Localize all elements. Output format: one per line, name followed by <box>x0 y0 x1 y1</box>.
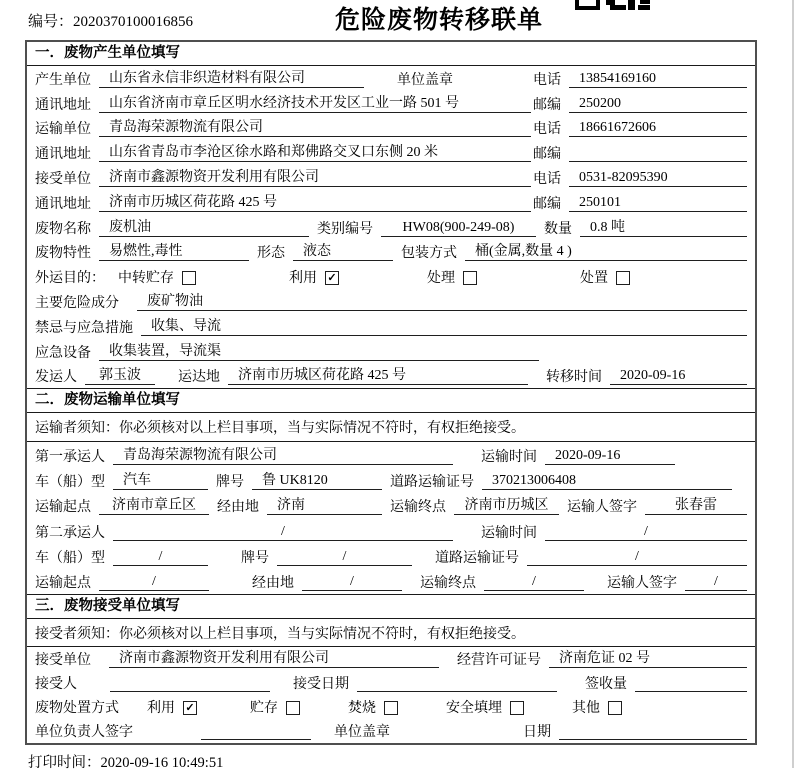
field-label: 外运目的： <box>35 271 105 287</box>
field-underline: 济南市历城区荷花路 425 号 <box>228 364 528 385</box>
form-row <box>27 66 755 91</box>
field-underline: 收集、导流 <box>141 315 747 336</box>
checkbox-unchecked <box>510 701 524 715</box>
field-label: 电话 <box>533 122 561 138</box>
field-label: 道路运输证号 <box>435 550 519 566</box>
field-underline: 济南 <box>267 494 382 515</box>
field-label: 第一承运人 <box>35 449 105 465</box>
field-underline: 济南危证 02 号 <box>549 647 747 668</box>
field-label: 电话 <box>533 171 561 187</box>
field-underline: 济南市鑫源物资开发利用有限公司 <box>99 166 531 187</box>
page-title: 危险废物转移联单 <box>335 7 544 34</box>
field-label: 运输人签字 <box>607 576 677 592</box>
field-underline <box>635 675 747 692</box>
field-underline: / <box>302 574 402 591</box>
field-underline: / <box>545 524 747 541</box>
form-row <box>27 215 755 240</box>
field-label: 类别编号 <box>317 221 373 237</box>
form-row <box>27 647 755 671</box>
field-underline: / <box>113 549 208 566</box>
field-underline: 250200 <box>569 96 747 113</box>
form-row <box>27 518 755 543</box>
form-row <box>27 468 755 493</box>
field-underline <box>357 675 557 692</box>
form-row <box>27 190 755 215</box>
static-text: 中转贮存 <box>118 271 174 287</box>
row-right-group <box>533 94 747 116</box>
field-label: 通讯地址 <box>35 196 91 212</box>
checkbox-checked: ✓ <box>325 271 339 285</box>
checkbox-checked: ✓ <box>183 701 197 715</box>
field-label: 主要危险成分 <box>35 295 119 311</box>
field-label: 车（船）型 <box>35 474 105 490</box>
print-time-line <box>28 751 223 772</box>
field-underline: 张春雷 <box>645 494 747 515</box>
serial-label: 编号： <box>28 14 74 30</box>
form-row <box>27 695 755 719</box>
section-header: 二．废物运输单位填写 <box>27 388 755 413</box>
field-label: 运输起点 <box>35 500 91 516</box>
form-row <box>27 671 755 695</box>
print-time-value: 2020-09-16 10:49:51 <box>100 755 224 771</box>
form-row <box>27 442 755 467</box>
field-underline: 0.8 吨 <box>580 216 747 237</box>
field-underline: 2020-09-16 <box>545 448 675 465</box>
field-label: 转移时间 <box>546 370 602 386</box>
field-underline: 济南市历城区荷花路 425 号 <box>99 191 531 212</box>
field-label: 禁忌与应急措施 <box>35 320 133 336</box>
field-underline <box>110 675 270 692</box>
field-underline: 济南市历城区 <box>454 494 559 515</box>
row-right-group <box>533 69 747 91</box>
form-row <box>27 493 755 518</box>
field-underline <box>201 723 311 740</box>
section-producer <box>27 42 755 388</box>
field-underline: 郭玉波 <box>85 364 155 385</box>
row-right-group <box>533 118 747 140</box>
field-underline: 汽车 <box>113 469 208 490</box>
checkbox-unchecked <box>608 701 622 715</box>
form-row <box>27 314 755 339</box>
form-row <box>27 569 755 594</box>
serial-number-line <box>28 10 193 31</box>
field-label: 邮编 <box>533 97 561 113</box>
qr-code-fragment <box>575 0 653 10</box>
field-underline: / <box>484 574 584 591</box>
field-label: 运达地 <box>178 370 220 386</box>
field-label: 形态 <box>257 246 285 262</box>
field-label: 接受人 <box>35 677 77 693</box>
field-label: 运输起点 <box>35 576 91 592</box>
static-text: 处置 <box>580 271 608 287</box>
checkbox-unchecked <box>384 701 398 715</box>
field-label: 经营许可证号 <box>457 653 541 669</box>
static-text: 处理 <box>427 271 455 287</box>
field-label: 发运人 <box>35 370 77 386</box>
field-label: 接受单位 <box>35 653 91 669</box>
checkbox-unchecked <box>616 271 630 285</box>
notice-text: 接受者须知：你必须核对以上栏目事项，当与实际情况不符时，有权拒绝接受。 <box>27 619 755 647</box>
field-underline <box>559 723 747 740</box>
static-text: 单位盖章 <box>397 72 453 88</box>
field-underline: 250101 <box>569 195 747 212</box>
static-text: 单位盖章 <box>334 725 390 741</box>
field-underline: / <box>527 549 747 566</box>
field-label: 产生单位 <box>35 72 91 88</box>
field-underline: 易燃性,毒性 <box>99 240 249 261</box>
field-underline: / <box>99 574 209 591</box>
field-label: 牌号 <box>216 474 244 490</box>
form-row <box>27 289 755 314</box>
field-label: 日期 <box>523 725 551 741</box>
field-label: 第二承运人 <box>35 525 105 541</box>
field-underline: HW08(900-249-08) <box>381 220 536 237</box>
field-label: 数量 <box>544 221 572 237</box>
field-underline: 2020-09-16 <box>610 368 747 385</box>
field-underline: 废矿物油 <box>137 290 747 311</box>
field-label: 签收量 <box>585 677 627 693</box>
field-label: 包装方式 <box>401 246 457 262</box>
static-text: 贮存 <box>250 701 278 717</box>
transfer-form <box>25 40 757 745</box>
static-text: 利用 <box>147 701 175 717</box>
field-label: 接受单位 <box>35 171 91 187</box>
field-label: 运输时间 <box>481 449 537 465</box>
field-label: 接受日期 <box>293 677 349 693</box>
form-row <box>27 91 755 116</box>
field-underline: 青岛海荣源物流有限公司 <box>113 444 453 465</box>
field-label: 车（船）型 <box>35 550 105 566</box>
form-row <box>27 165 755 190</box>
checkbox-unchecked <box>286 701 300 715</box>
field-underline: 山东省永信非织造材料有限公司 <box>99 67 364 88</box>
field-label: 经由地 <box>252 576 294 592</box>
field-underline: / <box>113 524 453 541</box>
field-label: 应急设备 <box>35 345 91 361</box>
field-underline <box>569 145 747 162</box>
row-right-group <box>533 143 747 165</box>
row-right-group <box>533 193 747 215</box>
field-underline: 山东省济南市章丘区明水经济技术开发区工业一路 501 号 <box>99 92 531 113</box>
form-row <box>27 240 755 265</box>
notice-text: 运输者须知：你必须核对以上栏目事项，当与实际情况不符时，有权拒绝接受。 <box>27 413 755 442</box>
field-underline: 18661672606 <box>569 120 747 137</box>
field-label: 运输终点 <box>420 576 476 592</box>
field-label: 单位负责人签字 <box>35 725 133 741</box>
serial-value: 2020370100016856 <box>73 14 194 30</box>
field-underline: / <box>685 574 747 591</box>
field-underline: 13854169160 <box>569 71 747 88</box>
field-label: 牌号 <box>241 550 269 566</box>
field-underline: 鲁 UK8120 <box>252 469 382 490</box>
field-underline: 青岛海荣源物流有限公司 <box>99 116 531 137</box>
field-underline: 废机油 <box>99 216 309 237</box>
static-text: 其他 <box>572 701 600 717</box>
form-row <box>27 719 755 743</box>
field-label: 电话 <box>533 72 561 88</box>
static-text: 安全填埋 <box>446 701 502 717</box>
field-underline: / <box>277 549 412 566</box>
form-row <box>27 140 755 165</box>
field-label: 运输时间 <box>481 525 537 541</box>
field-underline: 收集装置，导流渠 <box>99 340 539 361</box>
field-label: 运输单位 <box>35 122 91 138</box>
form-row <box>27 544 755 569</box>
field-label: 通讯地址 <box>35 147 91 163</box>
section-header: 一．废物产生单位填写 <box>27 42 755 66</box>
field-label: 经由地 <box>217 500 259 516</box>
page-edge-line <box>792 0 794 768</box>
checkbox-unchecked <box>463 271 477 285</box>
field-underline: 济南市鑫源物资开发利用有限公司 <box>109 647 439 668</box>
form-row <box>27 339 755 364</box>
field-underline: 370213006408 <box>482 473 732 490</box>
field-underline: 0531-82095390 <box>569 170 747 187</box>
field-label: 运输人签字 <box>567 500 637 516</box>
static-text: 利用 <box>289 271 317 287</box>
field-underline: 液态 <box>293 240 393 261</box>
checkbox-unchecked <box>182 271 196 285</box>
field-label: 通讯地址 <box>35 97 91 113</box>
section-receiver <box>27 594 755 743</box>
field-underline: 山东省青岛市李沧区徐水路和郑佛路交叉口东侧 20 米 <box>99 141 531 162</box>
field-underline: 济南市章丘区 <box>99 494 209 515</box>
form-row <box>27 264 755 289</box>
section-header: 三．废物接受单位填写 <box>27 594 755 619</box>
row-right-group <box>533 168 747 190</box>
field-underline: 桶(金属,数量 4 ) <box>465 240 747 261</box>
field-label: 邮编 <box>533 196 561 212</box>
print-time-label: 打印时间： <box>28 755 101 771</box>
form-row <box>27 364 755 389</box>
section-transporter <box>27 388 755 594</box>
field-label: 废物名称 <box>35 221 91 237</box>
form-row <box>27 116 755 141</box>
field-label: 道路运输证号 <box>390 474 474 490</box>
field-label: 邮编 <box>533 147 561 163</box>
field-label: 废物处置方式 <box>35 701 119 717</box>
field-label: 废物特性 <box>35 246 91 262</box>
field-label: 运输终点 <box>390 500 446 516</box>
static-text: 焚烧 <box>348 701 376 717</box>
